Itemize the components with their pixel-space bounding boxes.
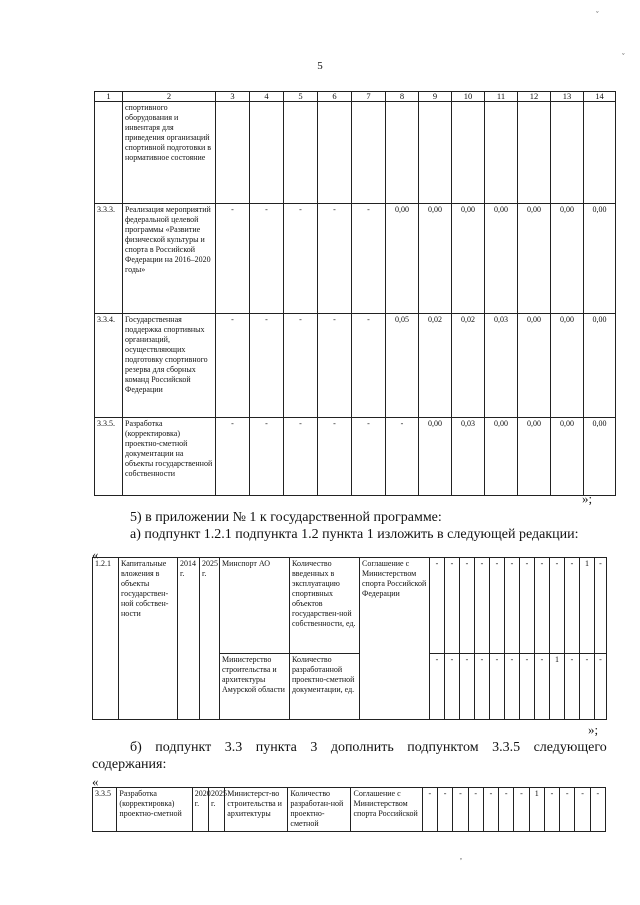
value-cell: 0,03 [485,314,518,418]
value-cell: 0,03 [452,418,485,496]
value-cell: - [216,204,250,314]
value-cell [551,102,584,204]
cell-name: Капитальные вложения в объекты государствен-ной собствен-ности [119,558,178,720]
column-header: 4 [250,92,284,102]
value-cell: - [438,788,453,832]
value-cell: - [250,204,284,314]
value-cell: 0,00 [485,418,518,496]
value-cell [284,102,318,204]
paragraph-5: 5) в приложении № 1 к государственной программе: [130,510,442,525]
value-cell: - [535,558,550,654]
cell-name: Разработка (корректировка) проектно-сметной [117,788,192,832]
value-cell: - [535,654,550,720]
value-cell: - [590,788,605,832]
cell-name: Государственная поддержка спортивных организаций, осуществляющих подготовку спортивного резерва для сборных команд Российской Федерации [123,314,216,418]
value-cell: - [560,788,575,832]
value-cell: 0,00 [485,204,518,314]
value-cell: - [490,654,505,720]
value-cell: - [565,654,580,720]
value-cell: 0,00 [386,204,419,314]
column-header: 10 [452,92,485,102]
column-header: 6 [318,92,352,102]
value-cell [250,102,284,204]
value-cell: - [475,558,490,654]
cell-year-to: 2025 г. [209,788,225,832]
value-cell: 0,00 [419,204,452,314]
column-header: 14 [584,92,616,102]
value-cell: - [318,204,352,314]
opening-quote: « [92,774,99,789]
column-header: 3 [216,92,250,102]
value-cell: - [483,788,498,832]
table-row [95,102,616,204]
value-cell [584,102,616,204]
value-cell [318,102,352,204]
value-cell [386,102,419,204]
cell-year-to: 2025 г. [200,558,220,720]
value-cell: - [445,654,460,720]
paragraph-b: б) подпункт 3.3 пункта 3 дополнить подпунктом 3.3.5 следующего [130,740,607,755]
cell-executor: Министерст-во строительства и архитектуры [225,788,288,832]
value-cell: - [505,654,520,720]
value-cell [216,102,250,204]
column-header: 11 [485,92,518,102]
value-cell: - [216,418,250,496]
value-cell: - [490,558,505,654]
cell-executor: Минспорт АО [220,558,290,654]
value-cell: 0,05 [386,314,419,418]
cell-num [95,102,123,204]
table-subitem [92,787,606,832]
value-cell: - [595,654,607,720]
value-cell: 0,00 [452,204,485,314]
table-row [93,558,607,654]
value-cell [352,102,386,204]
cell-year-from: 2020 г. [192,788,208,832]
cell-num: 3.3.3. [95,204,123,314]
paragraph-b-cont: содержания: [92,757,167,772]
cell-agreement: Соглашение с Министерством спорта Российской Федерации [360,558,430,720]
closing-quote: »; [588,722,599,737]
value-cell [419,102,452,204]
value-cell: 1 [550,654,565,720]
column-header: 5 [284,92,318,102]
value-cell: - [453,788,468,832]
value-cell: - [430,654,445,720]
column-header: 7 [352,92,386,102]
value-cell: - [352,418,386,496]
value-cell: - [565,558,580,654]
page-number: 5 [317,60,323,72]
value-cell: - [575,788,590,832]
cell-num: 1.2.1 [93,558,119,720]
cell-indicator: Количество введенных в эксплуатацию спортивных объектов государствен-ной собственности, ед. [290,558,360,654]
corner-mark: ˇ [596,10,599,19]
cell-executor: Министерство строительства и архитектуры Амурской области [220,654,290,720]
value-cell: - [460,654,475,720]
cell-name: Реализация мероприятий федеральной целевой программы «Развитие физической культуры и спорта в Российской Федерации на 2016–2020 годы» [123,204,216,314]
value-cell: - [514,788,529,832]
table-indicators [92,557,607,720]
value-cell: - [505,558,520,654]
table-row [95,314,616,418]
column-header: 2 [123,92,216,102]
value-cell: 0,00 [584,418,616,496]
value-cell: 0,02 [419,314,452,418]
value-cell: - [430,558,445,654]
table-row [93,788,606,832]
column-header: 8 [386,92,419,102]
value-cell: 1 [529,788,544,832]
value-cell: - [284,204,318,314]
cell-agreement: Соглашение с Министерством спорта Российской [351,788,422,832]
value-cell: 0,02 [452,314,485,418]
value-cell: 0,00 [551,418,584,496]
value-cell: 0,00 [518,418,551,496]
value-cell: - [520,558,535,654]
column-header: 12 [518,92,551,102]
cell-indicator: Количество разработан-ной проектно-сметной [288,788,351,832]
value-cell: - [284,418,318,496]
value-cell: 0,00 [584,204,616,314]
value-cell: - [250,418,284,496]
value-cell: - [595,558,607,654]
value-cell: 0,00 [419,418,452,496]
margin-tick: ˇ [622,52,625,61]
value-cell: - [352,204,386,314]
value-cell: - [580,654,595,720]
closing-quote: »; [582,491,593,506]
value-cell: - [475,654,490,720]
value-cell: 0,00 [551,314,584,418]
value-cell: - [468,788,483,832]
value-cell: - [544,788,559,832]
opening-quote: « [92,547,99,562]
column-header: 1 [95,92,123,102]
cell-name: спортивного оборудования и инвентаря для приведения организаций спортивной подготовки в нормативное состояние [123,102,216,204]
value-cell: - [460,558,475,654]
value-cell: - [386,418,419,496]
value-cell: 1 [580,558,595,654]
value-cell: - [352,314,386,418]
value-cell: - [520,654,535,720]
value-cell [518,102,551,204]
value-cell: 0,00 [584,314,616,418]
table-budget [94,91,616,496]
scan-mark: , [460,852,462,861]
value-cell: - [550,558,565,654]
value-cell: - [250,314,284,418]
value-cell: - [318,314,352,418]
value-cell: 0,00 [518,204,551,314]
cell-indicator: Количество разработанной проектно-сметной документации, ед. [290,654,360,720]
value-cell: - [284,314,318,418]
value-cell: - [216,314,250,418]
cell-name: Разработка (корректировка) проектно-сметной документации на объекты государственной собственности [123,418,216,496]
column-header: 13 [551,92,584,102]
paragraph-a: а) подпункт 1.2.1 подпункта 1.2 пункта 1 изложить в следующей редакции: [130,527,579,542]
cell-num: 3.3.5 [93,788,117,832]
table-row [95,418,616,496]
table-row [95,204,616,314]
value-cell: 0,00 [551,204,584,314]
value-cell [452,102,485,204]
cell-year-from: 2014 г. [178,558,200,720]
cell-num: 3.3.5. [95,418,123,496]
value-cell: - [422,788,437,832]
cell-num: 3.3.4. [95,314,123,418]
value-cell: - [318,418,352,496]
value-cell [485,102,518,204]
value-cell: - [445,558,460,654]
value-cell: 0,00 [518,314,551,418]
table-header-row [95,92,616,102]
column-header: 9 [419,92,452,102]
value-cell: - [499,788,514,832]
